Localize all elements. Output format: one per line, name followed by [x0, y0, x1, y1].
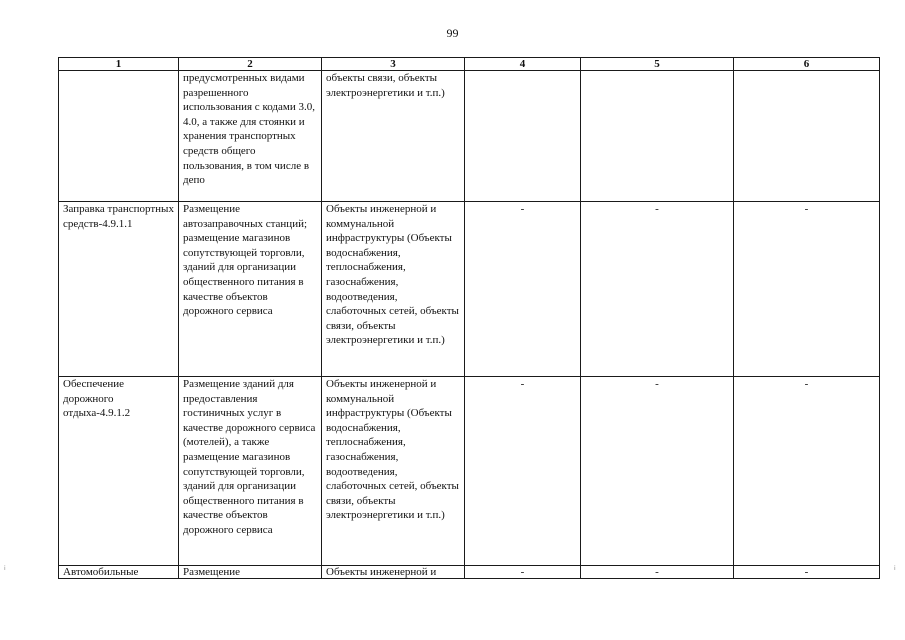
cell-col-5	[581, 71, 734, 202]
column-header-5: 5	[581, 58, 734, 71]
cell-infrastructure	[322, 566, 465, 579]
cell-col-6	[734, 71, 880, 202]
table-row	[59, 566, 880, 579]
cell-col-6	[734, 566, 880, 579]
cell-col-5: -	[581, 377, 734, 566]
table-header-row	[59, 58, 880, 71]
cell-description: Размещение автозаправочных станций; размещение магазинов сопутствующей торговли, зданий для организации общественного питания в качестве объектов дорожного сервиса	[179, 202, 322, 377]
cell-text: -	[655, 566, 659, 578]
cell-col-6: -	[734, 202, 880, 377]
left-scan-mark: ⁞	[4, 566, 6, 572]
cell-land-use-type: Заправка транспортных средств-4.9.1.1	[59, 202, 179, 377]
column-header-4: 4	[465, 58, 581, 71]
table-row	[59, 377, 880, 566]
zoning-table	[58, 57, 880, 579]
cell-land-use-type	[59, 71, 179, 202]
cell-text: -	[804, 566, 809, 578]
cell-col-5: -	[581, 202, 734, 377]
cell-col-5	[581, 566, 734, 579]
column-header-1: 1	[59, 58, 179, 71]
cell-description: предусмотренных видами разрешенного использования с кодами 3.0, 4.0, а также для стоянки и хранения транспортных средств общего пользования, в том числе в депо	[179, 71, 322, 202]
table-row	[59, 202, 880, 377]
cell-description	[179, 566, 322, 579]
cell-col-4	[465, 566, 581, 579]
cell-infrastructure: Объекты инженерной и коммунальной инфраструктуры (Объекты водоснабжения, теплоснабжения, газоснабжения, водоотведения, слаботочных сетей, объекты связи, объекты электроэнергетики и т.п.)	[322, 202, 465, 377]
cell-col-4: -	[465, 377, 581, 566]
right-scan-mark: ⁞	[894, 566, 896, 572]
cell-col-4	[465, 71, 581, 202]
page-number: 99	[446, 26, 459, 40]
cell-col-4: -	[465, 202, 581, 377]
cell-text: Автомобильные	[63, 566, 139, 578]
table-row	[59, 71, 880, 202]
cell-land-use-type: Обеспечение дорожного отдыха-4.9.1.2	[59, 377, 179, 566]
cell-infrastructure: объекты связи, объекты электроэнергетики и т.п.)	[322, 71, 465, 202]
column-header-3: 3	[322, 58, 465, 71]
cell-text: Размещение	[183, 566, 241, 578]
column-header-2: 2	[179, 58, 322, 71]
cell-text: Объекты инженерной и	[326, 566, 437, 578]
column-header-6: 6	[734, 58, 880, 71]
cell-col-6: -	[734, 377, 880, 566]
cell-text: -	[520, 566, 525, 578]
cell-infrastructure: Объекты инженерной и коммунальной инфраструктуры (Объекты водоснабжения, теплоснабжения, газоснабжения, водоотведения, слаботочных сетей, объекты связи, объекты электроэнергетики и т.п.)	[322, 377, 465, 566]
cell-description: Размещение зданий для предоставления гостиничных услуг в качестве дорожного сервиса (мотелей), а также размещение магазинов сопутствующей торговли, зданий для организации общественного питания в качестве объектов дорожного сервиса	[179, 377, 322, 566]
cell-land-use-type	[59, 566, 179, 579]
